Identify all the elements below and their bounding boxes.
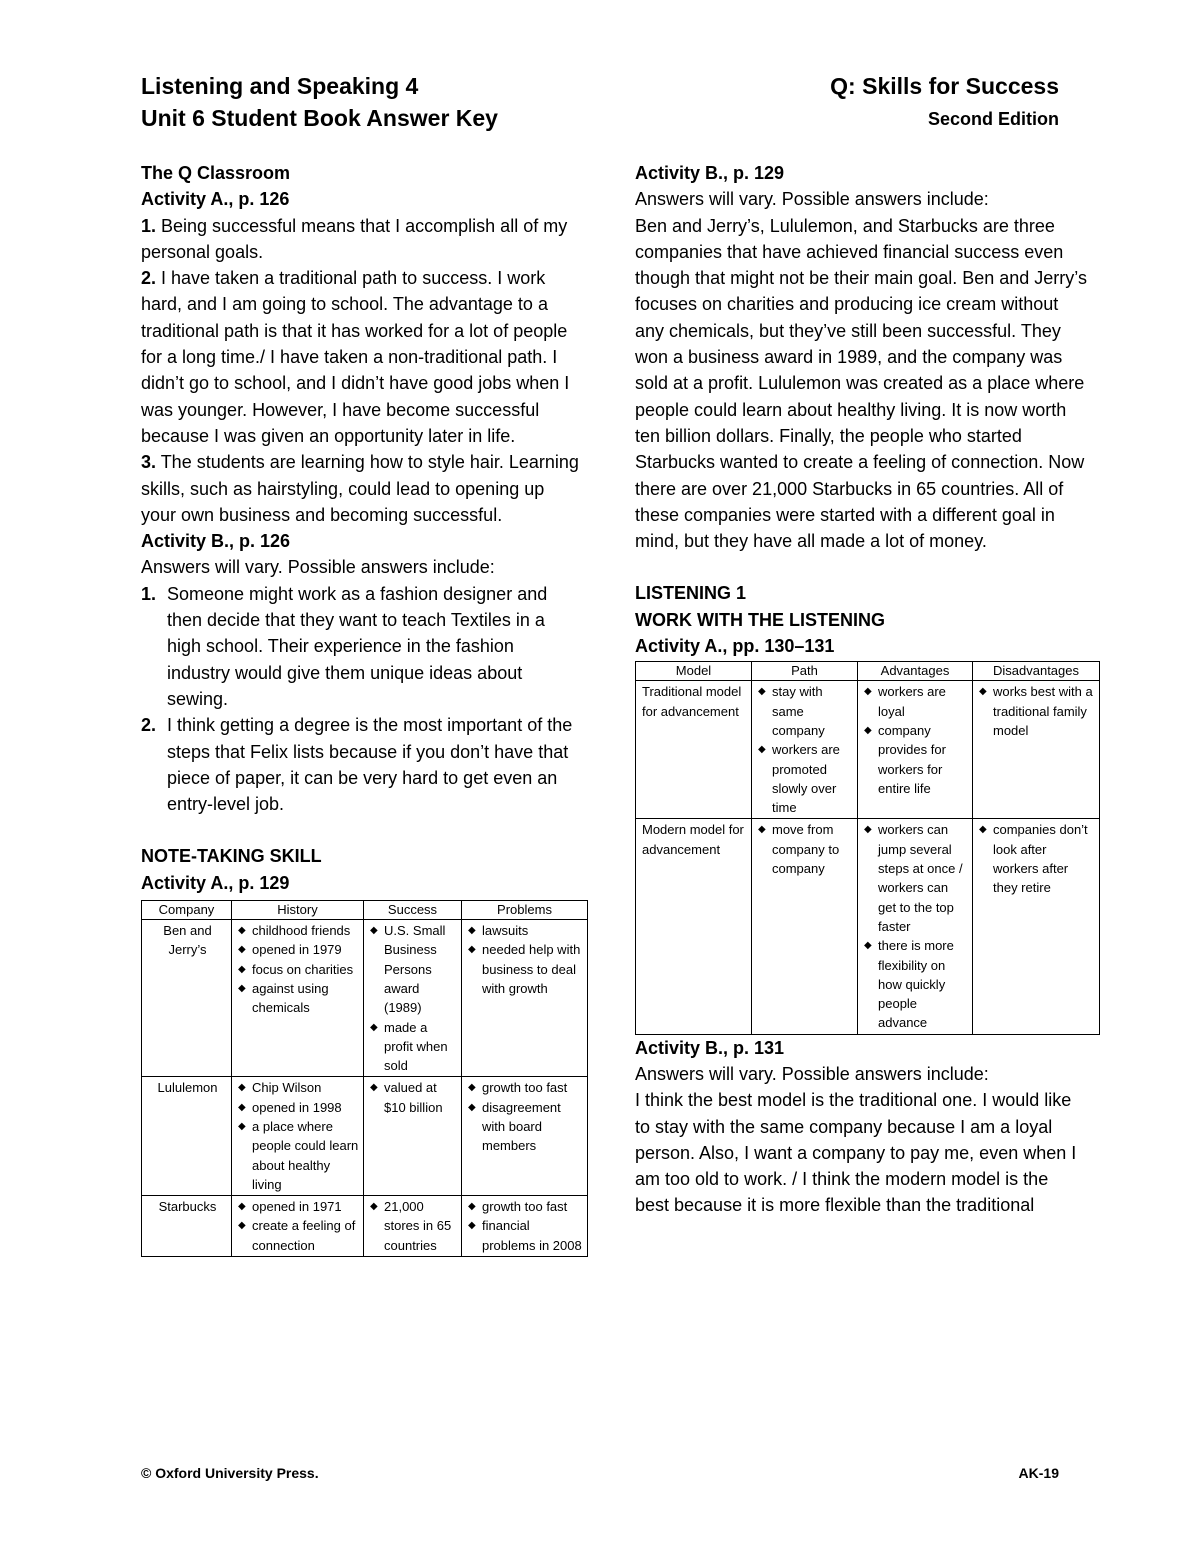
list-item: ◆ opened in 1971	[252, 1197, 359, 1216]
list-item: ◆ disagreement with board members	[482, 1098, 583, 1156]
table-row	[636, 819, 1100, 1034]
list-item: ◆ create a feeling of connection	[252, 1216, 359, 1255]
table-header: Disadvantages	[973, 662, 1100, 681]
advantages-cell	[858, 819, 973, 1034]
list-item: ◆ valued at $10 billion	[384, 1078, 457, 1117]
history-cell	[232, 1077, 364, 1196]
answer-number: 1.	[141, 215, 157, 236]
list-item: ◆ works best with a traditional family model	[993, 682, 1095, 740]
table-header: Advantages	[858, 662, 973, 681]
footer-page-number: AK-19	[1018, 1465, 1059, 1481]
list-item: ◆ company provides for workers for entire life	[878, 721, 968, 798]
list-item: ◆ workers are loyal	[878, 682, 968, 721]
activity-b-131-intro: Answers will vary. Possible answers include:	[635, 1063, 989, 1084]
problems-cell	[462, 1196, 588, 1257]
answer-text: Someone might work as a fashion designer and then decide that they want to teach Textiles in a high school. Their experience in the fashion industry would give them unique ideas about sewing.	[167, 583, 548, 709]
section-q-classroom: The Q Classroom	[141, 163, 291, 183]
list-item: ◆ focus on charities	[252, 960, 359, 979]
table-row	[142, 1077, 588, 1196]
list-item: ◆ a place where people could learn about healthy living	[252, 1117, 359, 1194]
table-row	[636, 681, 1100, 819]
activity-a-126-title: Activity A., p. 126	[141, 189, 290, 210]
footer-copyright: © Oxford University Press.	[141, 1465, 319, 1481]
activity-a-129-title: Activity A., p. 129	[141, 872, 290, 893]
list-item: ◆ 21,000 stores in 65 countries	[384, 1197, 457, 1255]
right-column	[635, 160, 1093, 1219]
list-item: ◆ workers are promoted slowly over time	[772, 740, 853, 817]
list-item: ◆ opened in 1998	[252, 1098, 359, 1117]
list-item: ◆ against using chemicals	[252, 979, 359, 1018]
disadvantages-cell	[973, 681, 1100, 819]
table-header: Model	[636, 662, 752, 681]
advantages-cell	[858, 681, 973, 819]
list-item: ◆ childhood friends	[252, 921, 359, 940]
activity-b-131-answer: I think the best model is the traditional one. I would like to stay with the same company because I am a loyal person. Also, I want a company to pay me, even when I am too old to work. / I think the modern model is the best because it is more flexible than the traditional	[635, 1090, 1077, 1216]
list-item: ◆ U.S. Small Business Persons award (1989)	[384, 921, 457, 1017]
list-item: ◆ financial problems in 2008	[482, 1216, 583, 1255]
answer-text: The students are learning how to style hair. Learning skills, such as hairstyling, could lead to opening up your own business and becoming successful.	[141, 452, 579, 525]
model-cell: Traditional model for advancement	[636, 681, 752, 819]
left-column	[141, 160, 581, 1257]
problems-cell	[462, 1077, 588, 1196]
activity-b-129-title: Activity B., p. 129	[635, 163, 785, 183]
list-item: ◆ made a profit when sold	[384, 1018, 457, 1076]
answer-item	[141, 449, 581, 528]
list-item: ◆ needed help with business to deal with growth	[482, 940, 583, 998]
path-cell	[752, 819, 858, 1034]
problems-cell	[462, 920, 588, 1077]
list-item: ◆ opened in 1979	[252, 940, 359, 959]
activity-a-126-answers	[141, 213, 581, 529]
answer-number: 2.	[141, 268, 157, 289]
answer-item	[141, 213, 581, 266]
header-book-title: Listening and Speaking 4	[141, 73, 419, 99]
success-cell	[364, 920, 462, 1077]
header-series-title: Q: Skills for Success	[830, 73, 1059, 99]
company-table	[141, 900, 588, 1257]
list-item: ◆ growth too fast	[482, 1197, 583, 1216]
table-header-row	[636, 662, 1100, 681]
section-note-taking: NOTE-TAKING SKILL	[141, 846, 322, 867]
history-cell	[232, 1196, 364, 1257]
answer-item	[141, 712, 581, 817]
list-item: ◆ workers can jump several steps at once / workers can get to the top faster	[878, 820, 968, 936]
success-cell	[364, 1196, 462, 1257]
list-item: ◆ move from company to company	[772, 820, 853, 878]
answer-number: 1.	[141, 583, 157, 604]
activity-b-126-title: Activity B., p. 126	[141, 531, 291, 552]
answer-item	[141, 265, 581, 449]
list-item: ◆ Chip Wilson	[252, 1078, 359, 1097]
model-cell: Modern model for advancement	[636, 819, 752, 1034]
company-cell: Ben and Jerry’s	[142, 920, 232, 1077]
answer-text: I think getting a degree is the most important of the steps that Felix lists because if you don’t have that piece of paper, it can be very hard to get even an entry-level job.	[167, 715, 573, 815]
table-row	[142, 920, 588, 1077]
activity-a-130-title: Activity A., pp. 130–131	[635, 636, 835, 657]
table-header: Problems	[462, 901, 588, 920]
path-cell	[752, 681, 858, 819]
disadvantages-cell	[973, 819, 1100, 1034]
table-header: Success	[364, 901, 462, 920]
history-cell	[232, 920, 364, 1077]
header-edition: Second Edition	[927, 109, 1059, 129]
list-item: ◆ stay with same company	[772, 682, 853, 740]
header-unit-title: Unit 6 Student Book Answer Key	[141, 105, 498, 131]
table-header: Company	[142, 901, 232, 920]
table-header-row	[142, 901, 588, 920]
answer-number: 2.	[141, 715, 157, 736]
success-cell	[364, 1077, 462, 1196]
section-listening-1: LISTENING 1	[635, 583, 747, 604]
answer-item	[141, 581, 581, 712]
list-item: ◆ growth too fast	[482, 1078, 583, 1097]
answer-text: I have taken a traditional path to success. I work hard, and I am going to school. The advantage to a traditional path is that it has worked for a lot of people for a long time./ I have taken a non-traditional path. I didn’t go to school, and I didn’t have good jobs when I was younger. However, I have become successful because I was given an opportunity later in life.	[141, 268, 570, 446]
activity-b-126-intro: Answers will vary. Possible answers include:	[141, 557, 495, 578]
model-table	[635, 661, 1100, 1034]
company-cell: Lululemon	[142, 1077, 232, 1196]
table-header: History	[232, 901, 364, 920]
table-row	[142, 1196, 588, 1257]
list-item: ◆ there is more flexibility on how quickly people advance	[878, 936, 968, 1032]
answer-text: Being successful means that I accomplish all of my personal goals.	[141, 215, 568, 262]
activity-b-129-intro: Answers will vary. Possible answers include:	[635, 189, 989, 210]
table-header: Path	[752, 662, 858, 681]
activity-b-131-title: Activity B., p. 131	[635, 1037, 785, 1058]
section-work-with-listening: WORK WITH THE LISTENING	[635, 609, 885, 630]
list-item: ◆ companies don’t look after workers after they retire	[993, 820, 1095, 897]
activity-b-129-answer: Ben and Jerry’s, Lululemon, and Starbucks are three companies that have achieved financial success even though that might not be their main goal. Ben and Jerry’s focuses on charities and producing ice cream without any chemicals, but they’ve still been successful. They won a business award in 1989, and the company was sold at a profit. Lululemon was created as a place where people could learn about healthy living. It is now worth ten billion dollars. Finally, the people who started Starbucks wanted to create a feeling of connection. Now there are over 21,000 Starbucks in 65 countries. All of these companies were started with a different goal in mind, but they have all made a lot of money.	[635, 215, 1087, 552]
list-item: ◆ lawsuits	[482, 921, 583, 940]
company-cell: Starbucks	[142, 1196, 232, 1257]
answer-number: 3.	[141, 452, 157, 473]
